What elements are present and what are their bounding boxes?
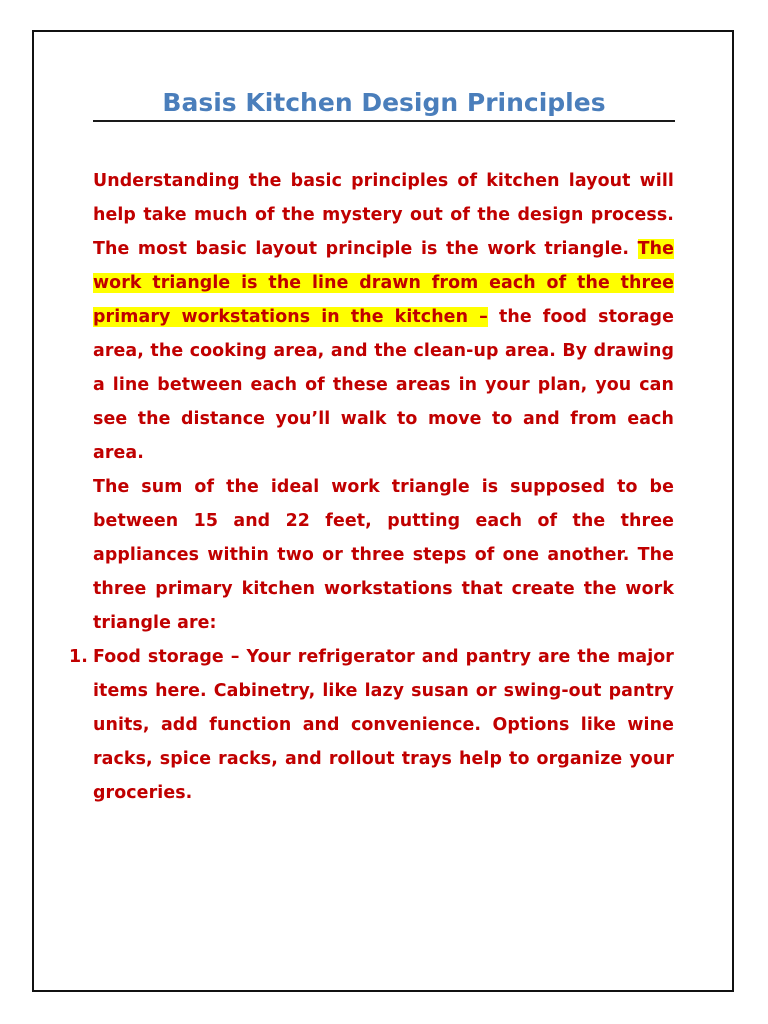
document-body — [69, 164, 674, 810]
workstation-list — [69, 640, 674, 810]
paragraph-text: the food storage area, the cooking area, and the clean-up area. By drawing a line between each of these areas in your plan, you can see the distance you’ll walk to move to and from each area. — [93, 307, 674, 463]
list-item-text: Food storage – Your refrigerator and pantry are the major items here. Cabinetry, like lazy susan or swing-out pantry units, add function and convenience. Options like wine racks, spice racks, and rollout trays help to organize your groceries. — [93, 647, 674, 803]
paragraph-work-triangle-intro — [93, 164, 674, 470]
paragraph-work-triangle-sum: The sum of the ideal work triangle is supposed to be between 15 and 22 feet, putting each of the three appliances within two or three steps of one another. The three primary kitchen workstations that create the work triangle are: — [93, 477, 674, 633]
title-underline — [93, 120, 675, 122]
paragraph-text: Understanding the basic principles of kitchen layout will help take much of the mystery out of the design process. The most basic layout principle is the work triangle. — [93, 171, 674, 259]
highlighted-text: The work triangle is the line drawn from each of the three primary workstations in the kitchen – — [93, 239, 674, 327]
document-title: Basis Kitchen Design Principles — [162, 88, 606, 117]
list-item — [69, 640, 674, 810]
list-number: 1. — [69, 647, 88, 667]
